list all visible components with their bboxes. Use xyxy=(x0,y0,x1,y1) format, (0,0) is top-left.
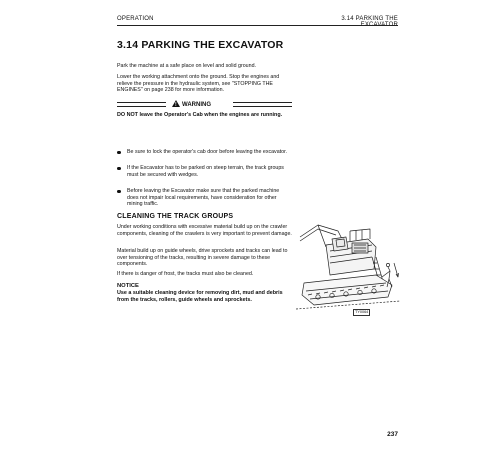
warning-rule-left xyxy=(117,102,166,107)
page-number: 237 xyxy=(387,431,398,438)
header-section-label: OPERATION xyxy=(117,16,154,22)
notice-label: NOTICE xyxy=(117,283,139,289)
page-title: 3.14 PARKING THE EXCAVATOR xyxy=(117,39,284,51)
list-item-text: Before leaving the Excavator make sure that the parked machine does not impair local requirements, have consideration for other mining traffic. xyxy=(127,188,280,208)
header-chapter-label: 3.14 PARKING THE xyxy=(341,16,398,22)
warning-banner xyxy=(117,100,292,108)
warning-rule-right xyxy=(233,102,292,107)
cleaning-paragraph-3: If there is danger of frost, the tracks must also be cleaned. xyxy=(117,271,254,277)
intro-paragraph: Park the machine at a safe place on level and solid ground. xyxy=(117,63,256,69)
notice-text: Use a suitable cleaning device for removing dirt, mud and debris from the tracks, rollers, guide wheels and sprockets. xyxy=(117,290,283,303)
section-heading: CLEANING THE TRACK GROUPS xyxy=(117,213,234,220)
list-item-text: If the Excavator has to be parked on steep terrain, the track groups must be secured with wedges. xyxy=(127,165,284,178)
bullet-dot-icon xyxy=(117,151,121,155)
cleaning-paragraph-2: Material build up on guide wheels, drive sprockets and tracks can lead to over tensioning of the tracks, resulting in severe damage to these components. xyxy=(117,248,288,268)
warning-triangle-icon xyxy=(172,100,180,107)
excavator-cleaning-illustration xyxy=(296,217,400,321)
stop-engines-paragraph: Lower the working attachment onto the ground. Stop the engines and relieve the pressure in the hydraulic system, see "STOPPING THE ENGINES" on page 238 for more information. xyxy=(117,74,280,94)
list-item-text: Be sure to lock the operator's cab door before leaving the excavator. xyxy=(127,149,288,155)
cleaning-paragraph-1: Under working conditions with excessive material build up on the crawler components, cleaning of the crawlers is very important to prevent damage. xyxy=(117,224,292,237)
warning-heading xyxy=(172,100,211,109)
warning-label: WARNING xyxy=(182,102,211,108)
figure-label: TY0064 xyxy=(355,310,369,314)
header-divider xyxy=(117,25,398,26)
bullet-dot-icon xyxy=(117,167,121,171)
warning-text: DO NOT leave the Operator's Cab when the engines are running. xyxy=(117,112,283,118)
bullet-dot-icon xyxy=(117,190,121,194)
